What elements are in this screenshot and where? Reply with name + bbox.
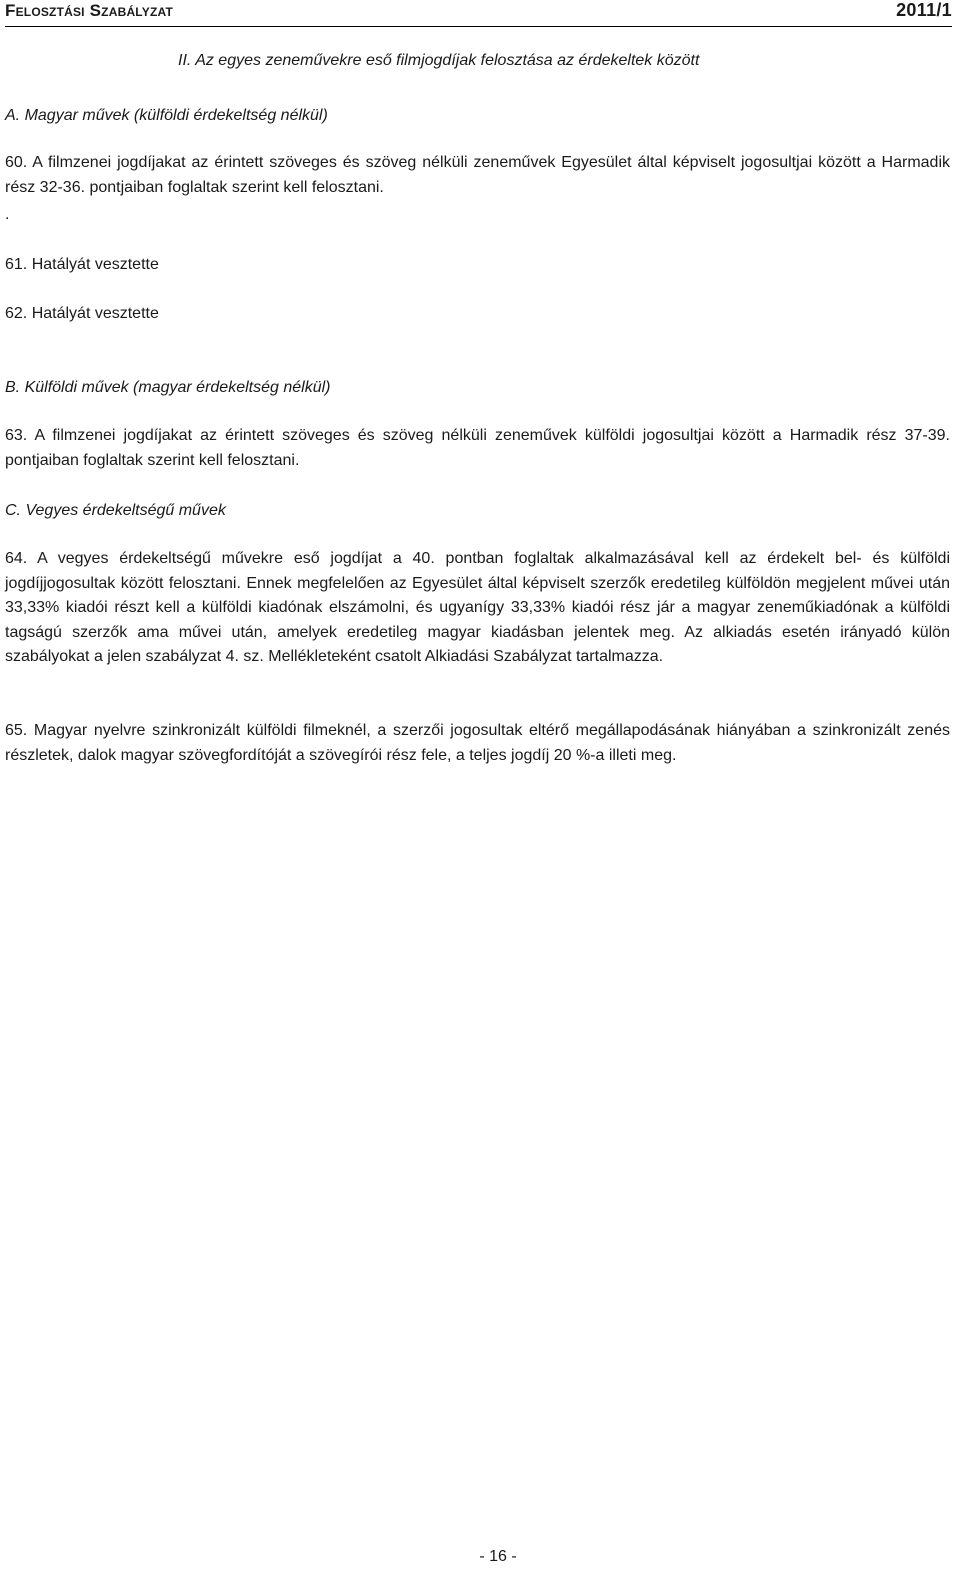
paragraph-60: 60. A filmzenei jogdíjakat az érintett szöveges és szöveg nélküli zeneművek Egyesület által képviselt jogosultjai között a Harmadik rész 32-36. pontjaiban foglaltak szerint kell felosztani. bbox=[5, 154, 950, 196]
header-edition: 2011/1 bbox=[896, 0, 952, 20]
paragraph-65: 65. Magyar nyelvre szinkronizált külföldi filmeknél, a szerzői jogosultak eltérő megállapodásának hiányában a szinkronizált zenés részletek, dalok magyar szövegfordítóját a szövegírói rész fele, a teljes jogdíj 20 %-a illeti meg. bbox=[5, 722, 950, 764]
paragraph-64: 64. A vegyes érdekeltségű művekre eső jogdíjat a 40. pontban foglaltak alkalmazásával kell az érdekelt bel- és külföldi jogdíjjogosultak között felosztani. Ennek megfelelően az Egyesület által képviselt szerzők eredetileg külföldön megjelent művei után 33,33% kiadói részt kell a külföldi kiadónak elszámolni, és ugyanígy 33,33% kiadói rész jár a magyar zeneműkiadónak a külföldi tagságú szerzők ama művei után, amelyek eredetileg magyar kiadásban jelentek meg. Az alkiadás esetén irányadó külön szabályokat a jelen szabályzat 4. sz. Mellékleteként csatolt Alkiadási Szabályzat tartalmazza. bbox=[5, 550, 950, 665]
paragraph-61: 61. Hatályát vesztette bbox=[5, 256, 159, 273]
stray-dot: . bbox=[5, 206, 10, 223]
page-footer bbox=[0, 1548, 960, 1566]
page-number: - 16 - bbox=[479, 1548, 517, 1565]
subsection-c-heading: C. Vegyes érdekeltségű művek bbox=[5, 502, 226, 519]
subsection-a-heading: A. Magyar művek (külföldi érdekeltség nélkül) bbox=[5, 107, 328, 124]
paragraph-63: 63. A filmzenei jogdíjakat az érintett szöveges és szöveg nélküli zeneművek külföldi jogosultjai között a Harmadik rész 37-39. pontjaiban foglaltak szerint kell felosztani. bbox=[5, 427, 950, 469]
subsection-b-heading: B. Külföldi művek (magyar érdekeltség nélkül) bbox=[5, 379, 331, 396]
page-header bbox=[5, 0, 952, 27]
header-title: Felosztási Szabályzat bbox=[5, 1, 173, 20]
section-title: II. Az egyes zeneművekre eső filmjogdíjak felosztása az érdekeltek között bbox=[178, 52, 700, 69]
paragraph-62: 62. Hatályát vesztette bbox=[5, 305, 159, 322]
